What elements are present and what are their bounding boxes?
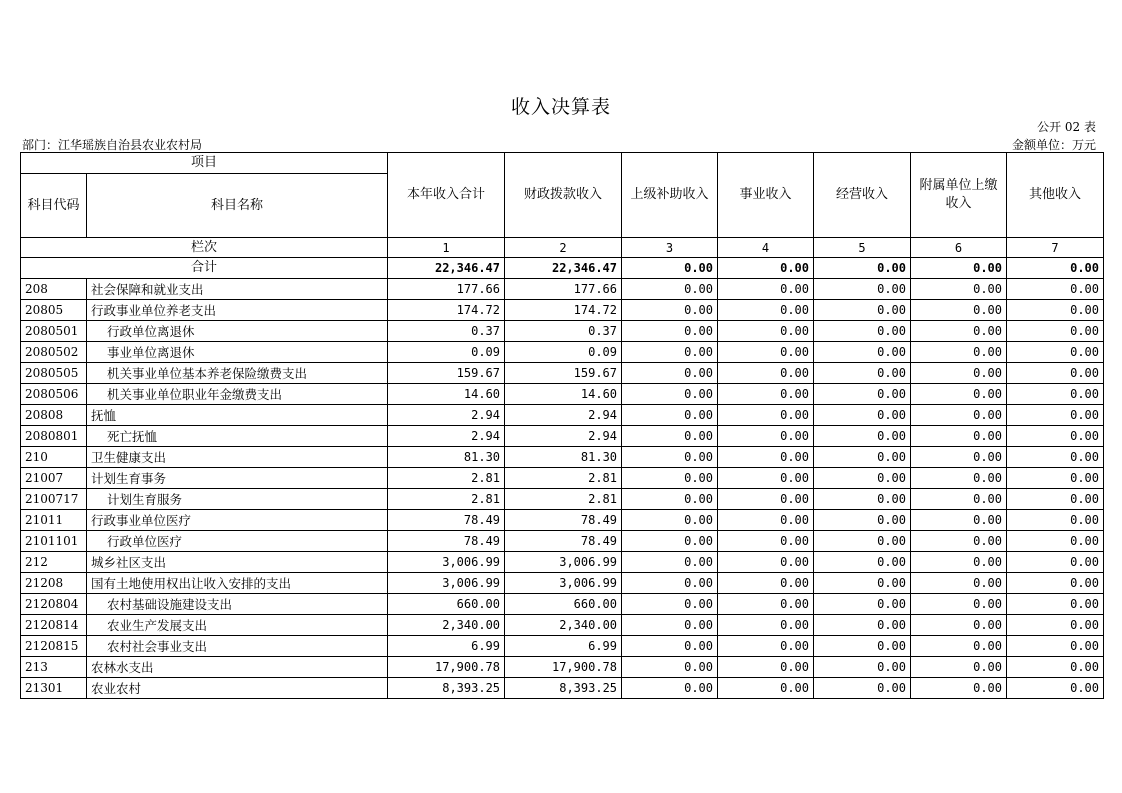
row-value: 0.00 (718, 426, 814, 447)
header-operation: 经营收入 (814, 153, 911, 238)
header-name: 科目名称 (87, 174, 388, 238)
row-value: 0.00 (911, 636, 1007, 657)
row-value: 0.00 (1007, 384, 1104, 405)
row-value: 0.00 (622, 468, 718, 489)
row-value: 0.00 (718, 552, 814, 573)
row-code: 2101101 (21, 531, 87, 552)
row-value: 0.00 (718, 405, 814, 426)
row-value: 0.00 (718, 300, 814, 321)
row-value: 0.00 (911, 468, 1007, 489)
row-value: 0.00 (814, 279, 911, 300)
row-value: 0.00 (622, 405, 718, 426)
row-value: 0.00 (622, 552, 718, 573)
row-name: 国有土地使用权出让收入安排的支出 (87, 573, 388, 594)
row-code: 2080502 (21, 342, 87, 363)
row-value: 81.30 (388, 447, 505, 468)
table-row (21, 447, 1104, 468)
row-value: 2,340.00 (505, 615, 622, 636)
row-value: 2.94 (388, 405, 505, 426)
row-value: 0.00 (622, 363, 718, 384)
row-value: 0.00 (622, 678, 718, 699)
row-value: 0.00 (718, 321, 814, 342)
row-value: 0.00 (718, 489, 814, 510)
row-code: 210 (21, 447, 87, 468)
table-row (21, 657, 1104, 678)
row-code: 21011 (21, 510, 87, 531)
row-value: 0.00 (814, 384, 911, 405)
row-value: 0.09 (388, 342, 505, 363)
row-value: 0.00 (622, 342, 718, 363)
page-title: 收入决算表 (510, 96, 611, 118)
row-value: 0.00 (911, 552, 1007, 573)
row-name: 机关事业单位基本养老保险缴费支出 (87, 363, 388, 384)
row-value: 0.00 (1007, 468, 1104, 489)
index-cell: 3 (622, 238, 718, 258)
table-row (21, 279, 1104, 300)
row-code: 212 (21, 552, 87, 573)
row-value: 0.00 (1007, 531, 1104, 552)
row-value: 0.00 (911, 489, 1007, 510)
row-value: 0.00 (911, 300, 1007, 321)
index-cell: 2 (505, 238, 622, 258)
row-name: 农村基础设施建设支出 (87, 594, 388, 615)
table-row (21, 552, 1104, 573)
row-code: 20805 (21, 300, 87, 321)
row-value: 6.99 (388, 636, 505, 657)
row-value: 0.00 (911, 279, 1007, 300)
header-code: 科目代码 (21, 174, 87, 238)
row-value: 17,900.78 (388, 657, 505, 678)
row-value: 78.49 (505, 531, 622, 552)
row-name: 农业生产发展支出 (87, 615, 388, 636)
row-value: 3,006.99 (388, 552, 505, 573)
row-value: 2.94 (505, 405, 622, 426)
row-value: 0.00 (718, 678, 814, 699)
row-value: 17,900.78 (505, 657, 622, 678)
row-value: 2.81 (505, 489, 622, 510)
row-value: 0.00 (1007, 300, 1104, 321)
row-value: 0.00 (1007, 489, 1104, 510)
row-value: 0.00 (814, 447, 911, 468)
row-value: 660.00 (388, 594, 505, 615)
row-value: 0.00 (718, 342, 814, 363)
row-value: 0.00 (911, 426, 1007, 447)
row-name: 死亡抚恤 (87, 426, 388, 447)
row-value: 0.00 (1007, 636, 1104, 657)
row-value: 0.00 (1007, 279, 1104, 300)
header-business: 事业收入 (718, 153, 814, 238)
row-value: 2.94 (388, 426, 505, 447)
row-value: 0.00 (1007, 678, 1104, 699)
row-name: 农业农村 (87, 678, 388, 699)
table-row (21, 678, 1104, 699)
row-value: 0.00 (911, 384, 1007, 405)
total-row (21, 258, 1104, 279)
table-row (21, 426, 1104, 447)
row-code: 20808 (21, 405, 87, 426)
row-value: 0.00 (718, 594, 814, 615)
row-code: 208 (21, 279, 87, 300)
row-value: 0.00 (718, 531, 814, 552)
row-value: 0.00 (814, 510, 911, 531)
row-name: 农村社会事业支出 (87, 636, 388, 657)
row-value: 0.00 (814, 594, 911, 615)
row-value: 0.00 (911, 678, 1007, 699)
row-code: 2120804 (21, 594, 87, 615)
row-value: 78.49 (388, 510, 505, 531)
row-value: 0.00 (1007, 342, 1104, 363)
index-cell: 1 (388, 238, 505, 258)
table-row (21, 489, 1104, 510)
row-value: 0.00 (622, 573, 718, 594)
row-value: 0.37 (505, 321, 622, 342)
row-code: 2100717 (21, 489, 87, 510)
row-value: 0.00 (911, 657, 1007, 678)
row-value: 0.00 (911, 321, 1007, 342)
total-value: 0.00 (718, 258, 814, 279)
row-value: 81.30 (505, 447, 622, 468)
table-row (21, 363, 1104, 384)
row-value: 0.00 (911, 510, 1007, 531)
row-value: 0.00 (718, 510, 814, 531)
row-code: 21007 (21, 468, 87, 489)
row-value: 0.00 (622, 321, 718, 342)
row-value: 0.00 (814, 342, 911, 363)
row-value: 0.00 (911, 615, 1007, 636)
header-affiliated: 附属单位上缴收入 (911, 153, 1007, 238)
row-value: 8,393.25 (505, 678, 622, 699)
row-name: 城乡社区支出 (87, 552, 388, 573)
row-value: 0.00 (718, 615, 814, 636)
index-cell: 7 (1007, 238, 1104, 258)
row-value: 0.00 (1007, 405, 1104, 426)
row-value: 0.00 (911, 531, 1007, 552)
row-value: 660.00 (505, 594, 622, 615)
row-value: 177.66 (505, 279, 622, 300)
row-value: 0.00 (1007, 363, 1104, 384)
row-value: 0.00 (1007, 321, 1104, 342)
row-value: 0.00 (622, 594, 718, 615)
row-value: 0.00 (1007, 573, 1104, 594)
row-name: 行政单位医疗 (87, 531, 388, 552)
row-code: 213 (21, 657, 87, 678)
row-value: 0.00 (622, 531, 718, 552)
header-total: 本年收入合计 (388, 153, 505, 238)
row-value: 0.00 (911, 405, 1007, 426)
row-value: 0.00 (814, 426, 911, 447)
row-value: 0.00 (814, 573, 911, 594)
row-value: 0.00 (718, 657, 814, 678)
table-row (21, 594, 1104, 615)
row-value: 0.00 (814, 405, 911, 426)
row-value: 0.00 (1007, 510, 1104, 531)
total-label: 合计 (21, 258, 388, 279)
row-value: 0.00 (1007, 426, 1104, 447)
row-value: 0.00 (622, 384, 718, 405)
row-value: 0.00 (911, 573, 1007, 594)
row-value: 0.00 (718, 447, 814, 468)
row-code: 2080801 (21, 426, 87, 447)
row-code: 21208 (21, 573, 87, 594)
index-row (21, 238, 1104, 258)
row-name: 社会保障和就业支出 (87, 279, 388, 300)
row-value: 0.00 (814, 636, 911, 657)
index-cell: 5 (814, 238, 911, 258)
row-value: 0.00 (718, 468, 814, 489)
row-value: 78.49 (505, 510, 622, 531)
total-value: 22,346.47 (505, 258, 622, 279)
index-cell: 4 (718, 238, 814, 258)
header-superior: 上级补助收入 (622, 153, 718, 238)
row-value: 159.67 (505, 363, 622, 384)
row-name: 卫生健康支出 (87, 447, 388, 468)
row-value: 6.99 (505, 636, 622, 657)
row-value: 0.00 (814, 489, 911, 510)
row-value: 0.00 (1007, 594, 1104, 615)
row-value: 0.00 (718, 636, 814, 657)
row-value: 3,006.99 (505, 552, 622, 573)
table-row (21, 573, 1104, 594)
row-value: 0.09 (505, 342, 622, 363)
row-value: 177.66 (388, 279, 505, 300)
row-value: 0.00 (718, 363, 814, 384)
row-value: 0.00 (911, 594, 1007, 615)
row-value: 0.00 (622, 447, 718, 468)
row-value: 0.00 (622, 489, 718, 510)
row-value: 2.81 (505, 468, 622, 489)
row-name: 计划生育事务 (87, 468, 388, 489)
row-name: 行政单位离退休 (87, 321, 388, 342)
row-name: 农林水支出 (87, 657, 388, 678)
row-value: 0.37 (388, 321, 505, 342)
header-other: 其他收入 (1007, 153, 1104, 238)
row-value: 0.00 (622, 636, 718, 657)
row-value: 2.81 (388, 468, 505, 489)
row-value: 2.81 (388, 489, 505, 510)
total-value: 22,346.47 (388, 258, 505, 279)
row-value: 174.72 (388, 300, 505, 321)
department-label: 部门：江华瑶族自治县农业农村局 (22, 138, 203, 152)
row-value: 0.00 (622, 426, 718, 447)
row-value: 2.94 (505, 426, 622, 447)
row-value: 3,006.99 (388, 573, 505, 594)
row-value: 0.00 (814, 531, 911, 552)
row-value: 14.60 (505, 384, 622, 405)
row-name: 行政事业单位医疗 (87, 510, 388, 531)
row-value: 78.49 (388, 531, 505, 552)
row-code: 2120815 (21, 636, 87, 657)
row-value: 0.00 (1007, 447, 1104, 468)
row-value: 0.00 (718, 573, 814, 594)
index-cell: 6 (911, 238, 1007, 258)
row-value: 0.00 (622, 657, 718, 678)
row-value: 159.67 (388, 363, 505, 384)
row-value: 174.72 (505, 300, 622, 321)
table-row (21, 531, 1104, 552)
row-name: 抚恤 (87, 405, 388, 426)
total-value: 0.00 (814, 258, 911, 279)
table-body (21, 279, 1104, 699)
income-table (20, 152, 1104, 699)
row-name: 计划生育服务 (87, 489, 388, 510)
row-value: 0.00 (911, 363, 1007, 384)
row-value: 8,393.25 (388, 678, 505, 699)
row-name: 机关事业单位职业年金缴费支出 (87, 384, 388, 405)
form-number: 公开 02 表 (1037, 120, 1096, 134)
row-value: 0.00 (622, 615, 718, 636)
row-code: 2120814 (21, 615, 87, 636)
row-value: 0.00 (814, 468, 911, 489)
row-code: 2080505 (21, 363, 87, 384)
row-name: 行政事业单位养老支出 (87, 300, 388, 321)
table-row (21, 300, 1104, 321)
total-value: 0.00 (1007, 258, 1104, 279)
row-value: 0.00 (622, 300, 718, 321)
row-value: 0.00 (622, 510, 718, 531)
table-row (21, 615, 1104, 636)
row-code: 2080501 (21, 321, 87, 342)
row-value: 0.00 (1007, 657, 1104, 678)
table-row (21, 384, 1104, 405)
row-value: 0.00 (814, 321, 911, 342)
header-fiscal: 财政拨款收入 (505, 153, 622, 238)
row-value: 0.00 (911, 447, 1007, 468)
row-value: 3,006.99 (505, 573, 622, 594)
row-code: 2080506 (21, 384, 87, 405)
row-value: 0.00 (911, 342, 1007, 363)
row-value: 2,340.00 (388, 615, 505, 636)
row-value: 0.00 (1007, 615, 1104, 636)
row-value: 0.00 (1007, 552, 1104, 573)
table-row (21, 405, 1104, 426)
row-code: 21301 (21, 678, 87, 699)
row-value: 14.60 (388, 384, 505, 405)
row-value: 0.00 (814, 657, 911, 678)
table-row (21, 321, 1104, 342)
row-value: 0.00 (814, 363, 911, 384)
unit-label: 金额单位：万元 (1011, 138, 1096, 152)
total-value: 0.00 (911, 258, 1007, 279)
row-value: 0.00 (814, 300, 911, 321)
row-value: 0.00 (814, 678, 911, 699)
header-project: 项目 (21, 153, 388, 174)
total-value: 0.00 (622, 258, 718, 279)
row-value: 0.00 (718, 384, 814, 405)
row-value: 0.00 (622, 279, 718, 300)
table-row (21, 342, 1104, 363)
table-row (21, 468, 1104, 489)
row-value: 0.00 (814, 615, 911, 636)
table-row (21, 510, 1104, 531)
row-value: 0.00 (814, 552, 911, 573)
table-row (21, 636, 1104, 657)
row-value: 0.00 (718, 279, 814, 300)
row-name: 事业单位离退休 (87, 342, 388, 363)
index-label: 栏次 (21, 238, 388, 258)
